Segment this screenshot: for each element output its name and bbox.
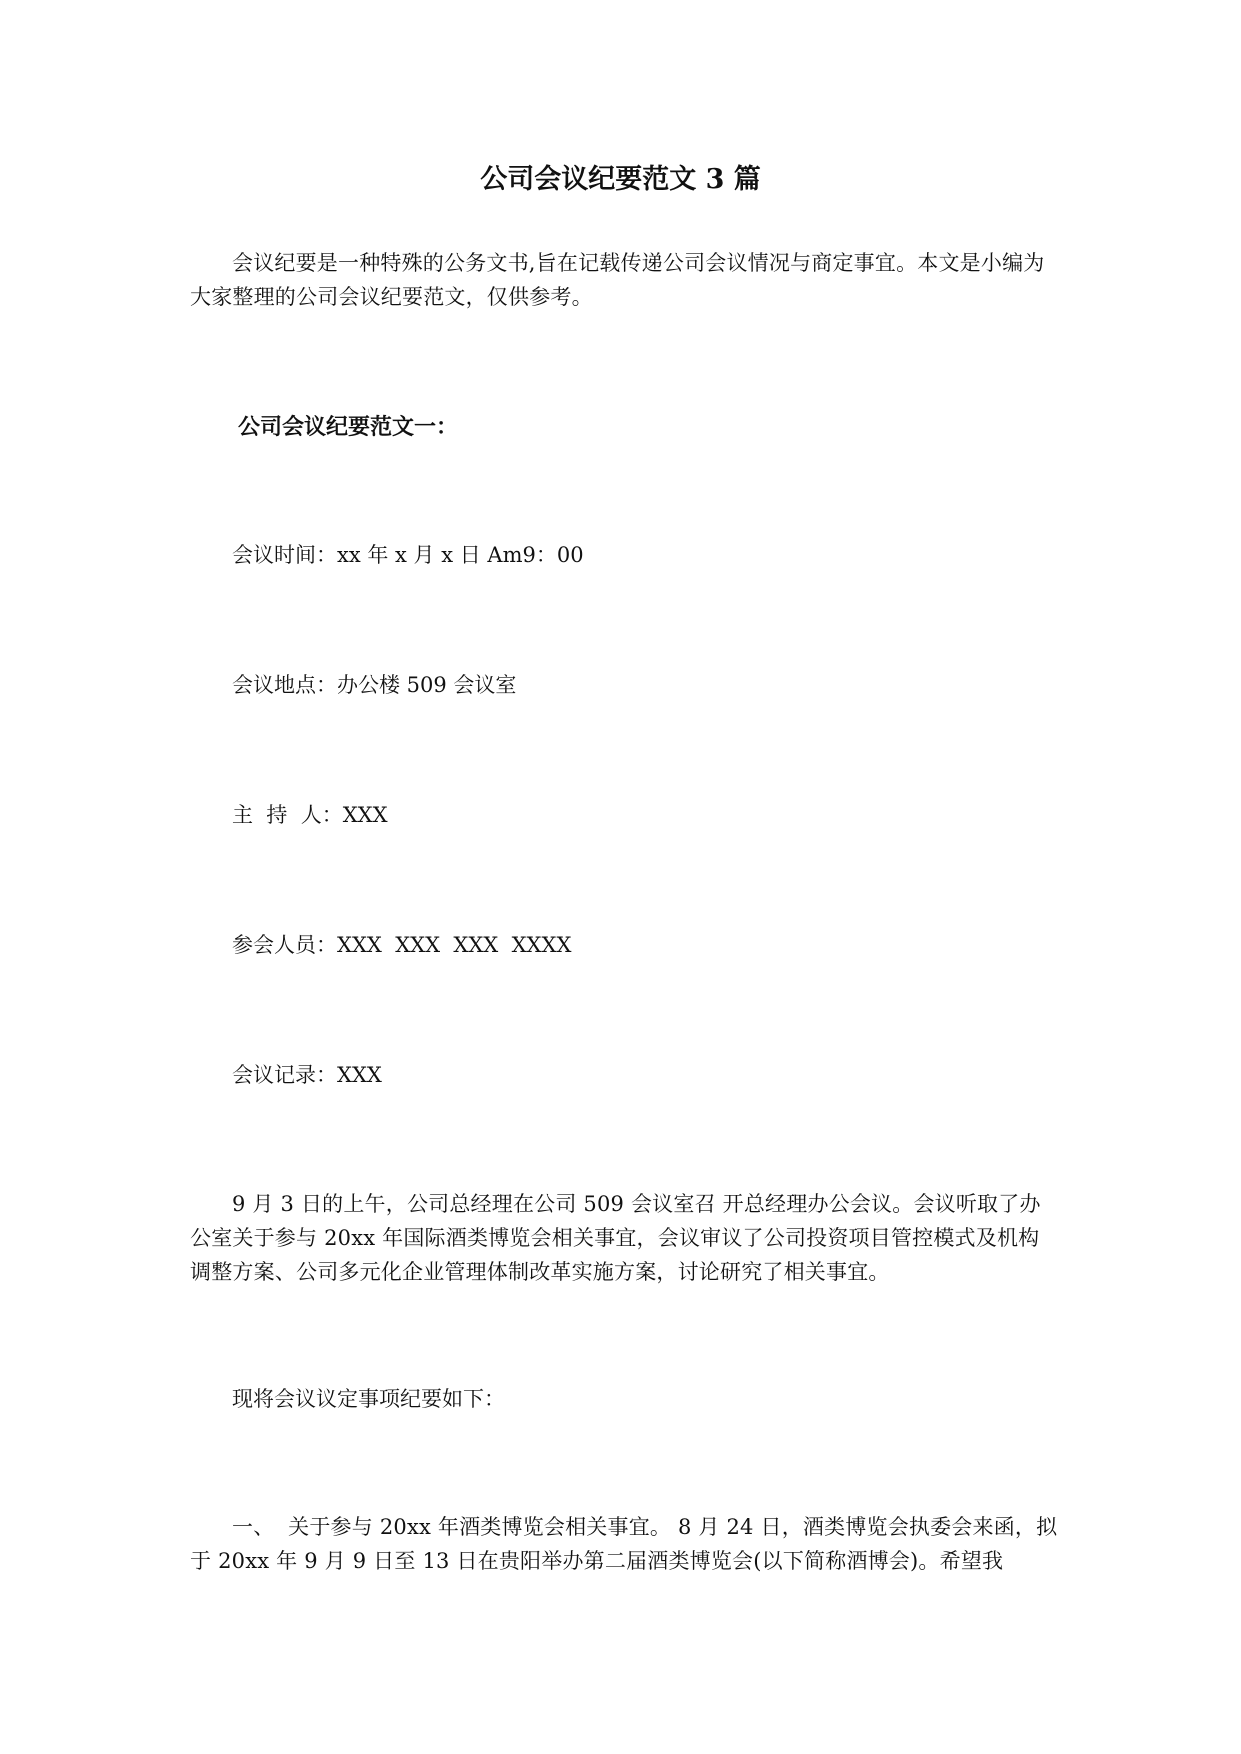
- meeting-recorder: 会议记录：XXX: [232, 1063, 382, 1087]
- meeting-time: 会议时间：xx 年 x 月 x 日 Am9：00: [232, 543, 584, 567]
- meeting-place: 会议地点：办公楼 509 会议室: [232, 673, 517, 697]
- intro-paragraph: 会议纪要是一种特殊的公务文书,旨在记载传递公司会议情况与商定事宜。本文是小编为大家整理的公司会议纪要范文，仅供参考。: [190, 251, 1045, 309]
- decision-item-1: 一、 关于参与 20xx 年酒类博览会相关事宜。 8 月 24 日，酒类博览会执委会来函，拟于 20xx 年 9 月 9 日至 13 日在贵阳举办第二届酒类博览会(以下简称酒博会)。希望我: [190, 1515, 1058, 1573]
- decisions-intro: 现将会议议定事项纪要如下：: [232, 1387, 505, 1411]
- meeting-summary-paragraph: 9 月 3 日的上午，公司总经理在公司 509 会议室召 开总经理办公会议。会议听取了办公室关于参与 20xx 年国际酒类博览会相关事宜，会议审议了公司投资项目管控模式及机构调整方案、公司多元化企业管理体制改革实施方案，讨论研究了相关事宜。: [190, 1192, 1041, 1284]
- meeting-host: 主 持 人：XXX: [232, 803, 388, 827]
- section-title: 公司会议纪要范文一：: [238, 414, 459, 440]
- meeting-attendees: 参会人员：XXX XXX XXX XXXX: [232, 933, 572, 957]
- document-title: 公司会议纪要范文 3 篇: [480, 164, 761, 195]
